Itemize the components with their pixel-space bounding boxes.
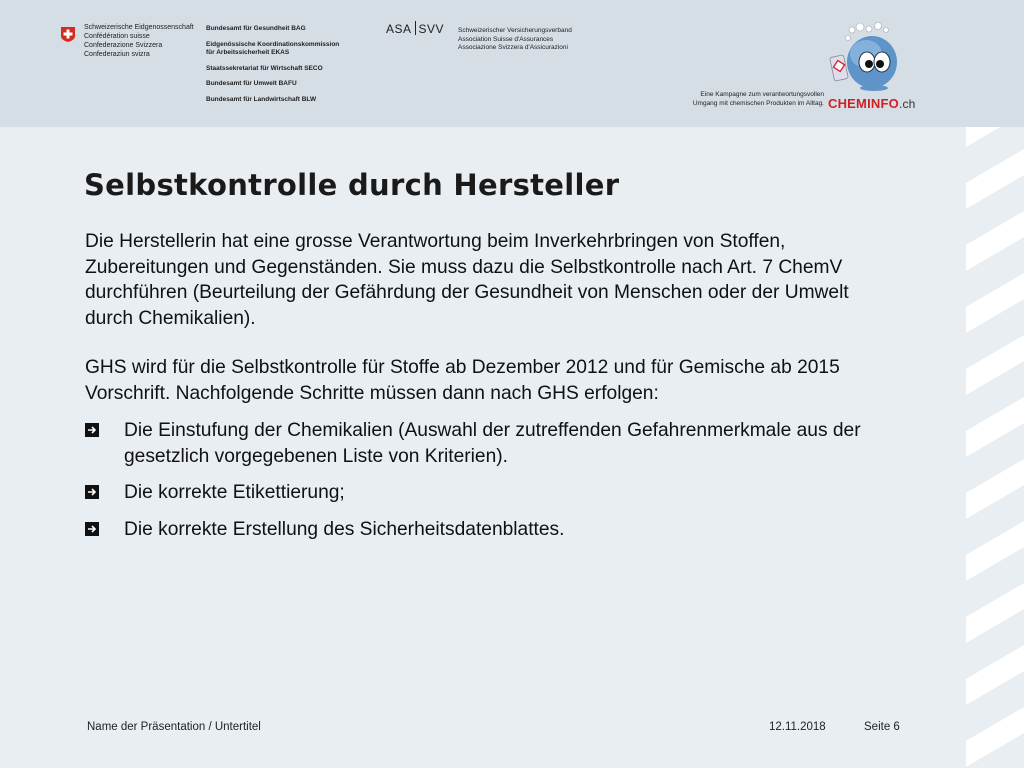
ghs-paragraph: GHS wird für die Selbstkontrolle für Stoffe ab Dezember 2012 und für Gemische ab 2015 Vorschrift. Nachfolgende Schritte müssen dann nach GHS erfolgen: bbox=[85, 357, 840, 404]
list-item bbox=[85, 418, 895, 469]
decorative-stripe bbox=[966, 521, 1024, 581]
insurance-association-names: Schweizerischer Versicherungsverband Association Suisse d'Assurances Associazione Svizzera d'Assicurazioni bbox=[458, 27, 572, 51]
arrow-right-icon bbox=[85, 423, 99, 437]
decorative-stripe bbox=[966, 707, 1024, 767]
decorative-stripe bbox=[966, 583, 1024, 643]
cheminfo-mascot-icon bbox=[822, 22, 912, 94]
cheminfo-brand: CHEMINFO.ch bbox=[828, 96, 916, 111]
arrow-right-icon bbox=[85, 485, 99, 499]
bullet-list bbox=[85, 418, 895, 553]
decorative-stripe bbox=[966, 127, 1024, 147]
arrow-right-icon bbox=[85, 522, 99, 536]
bullet-text: Die korrekte Erstellung des Sicherheitsdatenblattes. bbox=[124, 518, 565, 540]
decorative-stripe bbox=[966, 645, 1024, 705]
list-item bbox=[85, 480, 895, 506]
decorative-stripes bbox=[952, 127, 1024, 768]
list-item bbox=[85, 517, 895, 543]
intro-paragraph: Die Herstellerin hat eine grosse Verantwortung beim Inverkehrbringen von Stoffen, Zubereitungen und Gegenständen. Sie muss dazu die Selbstkontrolle nach Art. 7 ChemV durchführen (Beurteilung der Gefährdung der Gesundheit von Menschen oder der Umwelt durch Chemikalien). bbox=[85, 231, 849, 329]
slide-title: Selbstkontrolle durch Hersteller bbox=[84, 168, 620, 202]
federal-offices-list: Bundesamt für Gesundheit BAG Eidgenössische Koordinationskommission für Arbeitssicherheit EKAS Staatssekretariat für Wirtschaft SECO Bundesamt für Umwelt BAFU Bundesamt für Landwirtschaft BLW bbox=[206, 25, 340, 103]
footer-presentation-name: Name der Präsentation / Untertitel bbox=[87, 721, 261, 733]
footer-date: 12.11.2018 bbox=[769, 721, 826, 733]
header-banner bbox=[0, 0, 1024, 127]
confederation-names: Schweizerische Eidgenossenschaft Confédération suisse Confederazione Svizzera Confederaziun svizra bbox=[84, 24, 194, 58]
bullet-text: Die korrekte Etikettierung; bbox=[124, 482, 345, 503]
decorative-stripe bbox=[966, 211, 1024, 271]
asa-svv-logo: ASA SVV bbox=[386, 22, 445, 36]
decorative-stripe bbox=[966, 273, 1024, 333]
decorative-stripe bbox=[966, 149, 1024, 209]
swiss-cross-icon bbox=[60, 26, 76, 42]
decorative-stripe bbox=[966, 397, 1024, 457]
campaign-tagline: Eine Kampagne zum verantwortungsvollen Umgang mit chemischen Produkten im Alltag. bbox=[692, 91, 824, 107]
bullet-text: Die Einstufung der Chemikalien (Auswahl der zutreffenden Gefahrenmerkmale aus der gesetzlich vorgegebenen Liste von Kriterien). bbox=[124, 420, 861, 467]
decorative-stripe bbox=[966, 335, 1024, 395]
footer-page-number: Seite 6 bbox=[864, 721, 900, 733]
decorative-stripe bbox=[966, 459, 1024, 519]
